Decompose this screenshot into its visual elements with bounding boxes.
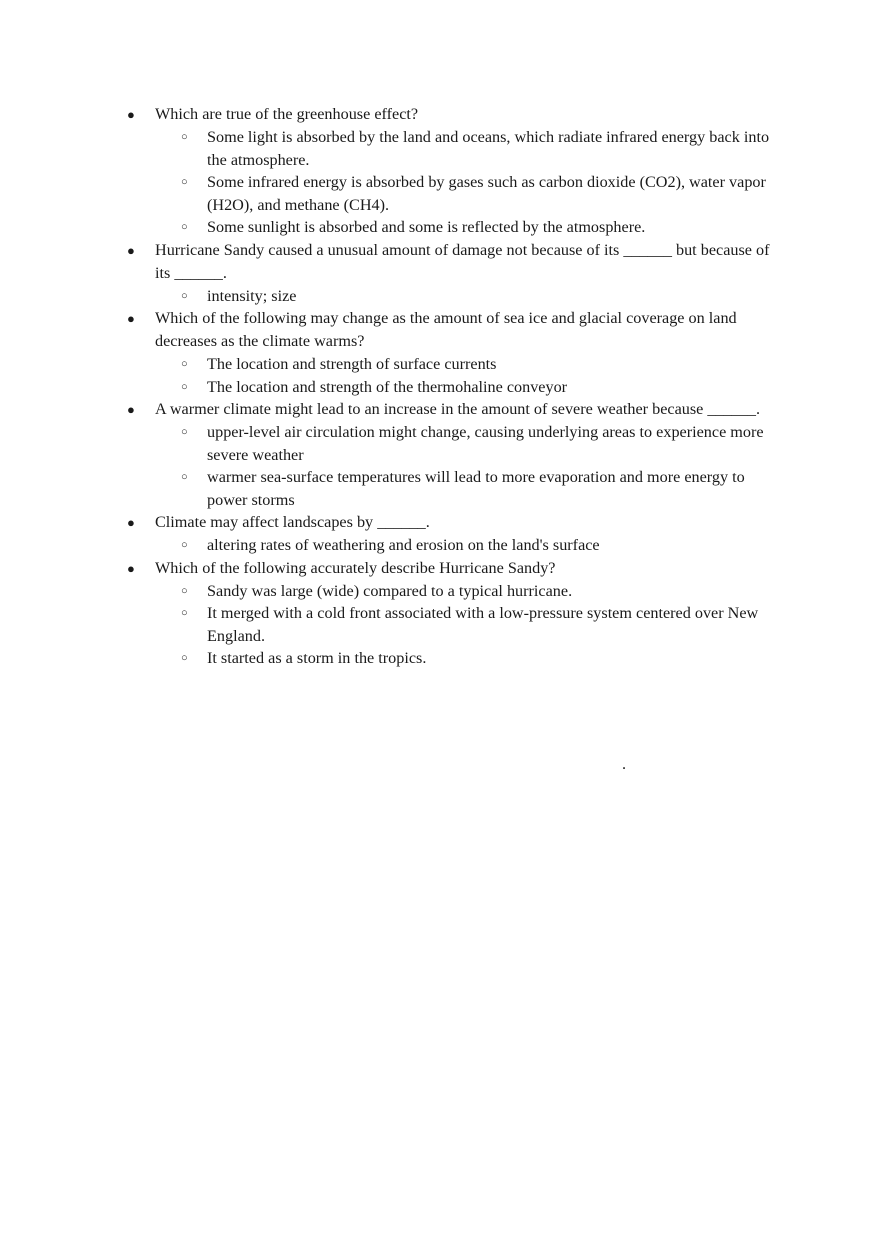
question-text: Which of the following accurately describe Hurricane Sandy? [155, 558, 556, 577]
question-item [127, 239, 787, 308]
answer-item [181, 421, 787, 466]
answer-text: intensity; size [207, 286, 297, 305]
hollow-bullet-icon: ○ [181, 358, 188, 370]
question-item [127, 557, 787, 670]
hollow-bullet-icon: ○ [181, 652, 188, 664]
answer-item [181, 602, 787, 647]
filled-bullet-icon: ● [127, 107, 135, 122]
hollow-bullet-icon: ○ [181, 221, 188, 233]
filled-bullet-icon: ● [127, 311, 135, 326]
filled-bullet-icon: ● [127, 560, 135, 576]
question-item [127, 103, 787, 239]
filled-bullet-icon: ● [127, 402, 135, 417]
filled-bullet-icon: ● [127, 515, 135, 530]
answer-item [181, 171, 787, 216]
question-text: Which are true of the greenhouse effect? [155, 105, 419, 123]
answer-item [181, 376, 787, 399]
question-text: Climate may affect landscapes by ______. [155, 513, 430, 531]
answer-text: The location and strength of surface currents [207, 355, 497, 373]
answer-text: altering rates of weathering and erosion on the land's surface [207, 536, 600, 554]
hollow-bullet-icon: ○ [181, 539, 188, 551]
question-item [127, 511, 787, 557]
hollow-bullet-icon: ○ [181, 584, 188, 597]
answer-text: It started as a storm in the tropics. [207, 649, 427, 667]
question-item [127, 398, 787, 511]
answer-list [155, 580, 787, 670]
filled-bullet-icon: ● [127, 242, 135, 258]
question-text: Which of the following may change as the amount of sea ice and glacial coverage on land decreases as the climate warms? [155, 309, 737, 350]
hollow-bullet-icon: ○ [181, 176, 188, 188]
hollow-bullet-icon: ○ [181, 380, 188, 393]
hollow-bullet-icon: ○ [181, 289, 188, 302]
answer-text: It merged with a cold front associated with a low-pressure system centered over New England. [207, 604, 759, 645]
hollow-bullet-icon: ○ [181, 426, 188, 438]
answer-item [181, 126, 787, 171]
answer-item [181, 285, 787, 308]
answer-list [155, 126, 787, 239]
hollow-bullet-icon: ○ [181, 471, 188, 483]
answer-item [181, 353, 787, 376]
question-text: A warmer climate might lead to an increase in the amount of severe weather because ______. [155, 400, 760, 418]
answer-text: Sandy was large (wide) compared to a typical hurricane. [207, 581, 573, 600]
question-item [127, 307, 787, 398]
answer-item [181, 466, 787, 511]
answer-text: warmer sea-surface temperatures will lead to more evaporation and more energy to power storms [207, 468, 745, 509]
hollow-bullet-icon: ○ [181, 131, 188, 143]
question-text: Hurricane Sandy caused a unusual amount of damage not because of its ______ but because of its ______. [155, 240, 770, 282]
answer-list [155, 353, 787, 398]
answer-text: Some infrared energy is absorbed by gases such as carbon dioxide (CO2), water vapor (H2O), and methane (CH4). [207, 173, 766, 214]
answer-item [181, 580, 787, 603]
stray-period-mark: . [622, 755, 627, 773]
answer-list [155, 285, 787, 308]
answer-text: The location and strength of the thermohaline conveyor [207, 377, 568, 396]
answer-text: Some sunlight is absorbed and some is reflected by the atmosphere. [207, 218, 646, 236]
question-list [127, 103, 787, 670]
answer-item [181, 534, 787, 557]
answer-item [181, 647, 787, 670]
answer-text: Some light is absorbed by the land and oceans, which radiate infrared energy back into the atmosphere. [207, 128, 770, 169]
answer-list [155, 534, 787, 557]
answer-item [181, 216, 787, 239]
answer-text: upper-level air circulation might change, causing underlying areas to experience more severe weather [207, 423, 764, 464]
hollow-bullet-icon: ○ [181, 607, 188, 619]
answer-list [155, 421, 787, 511]
